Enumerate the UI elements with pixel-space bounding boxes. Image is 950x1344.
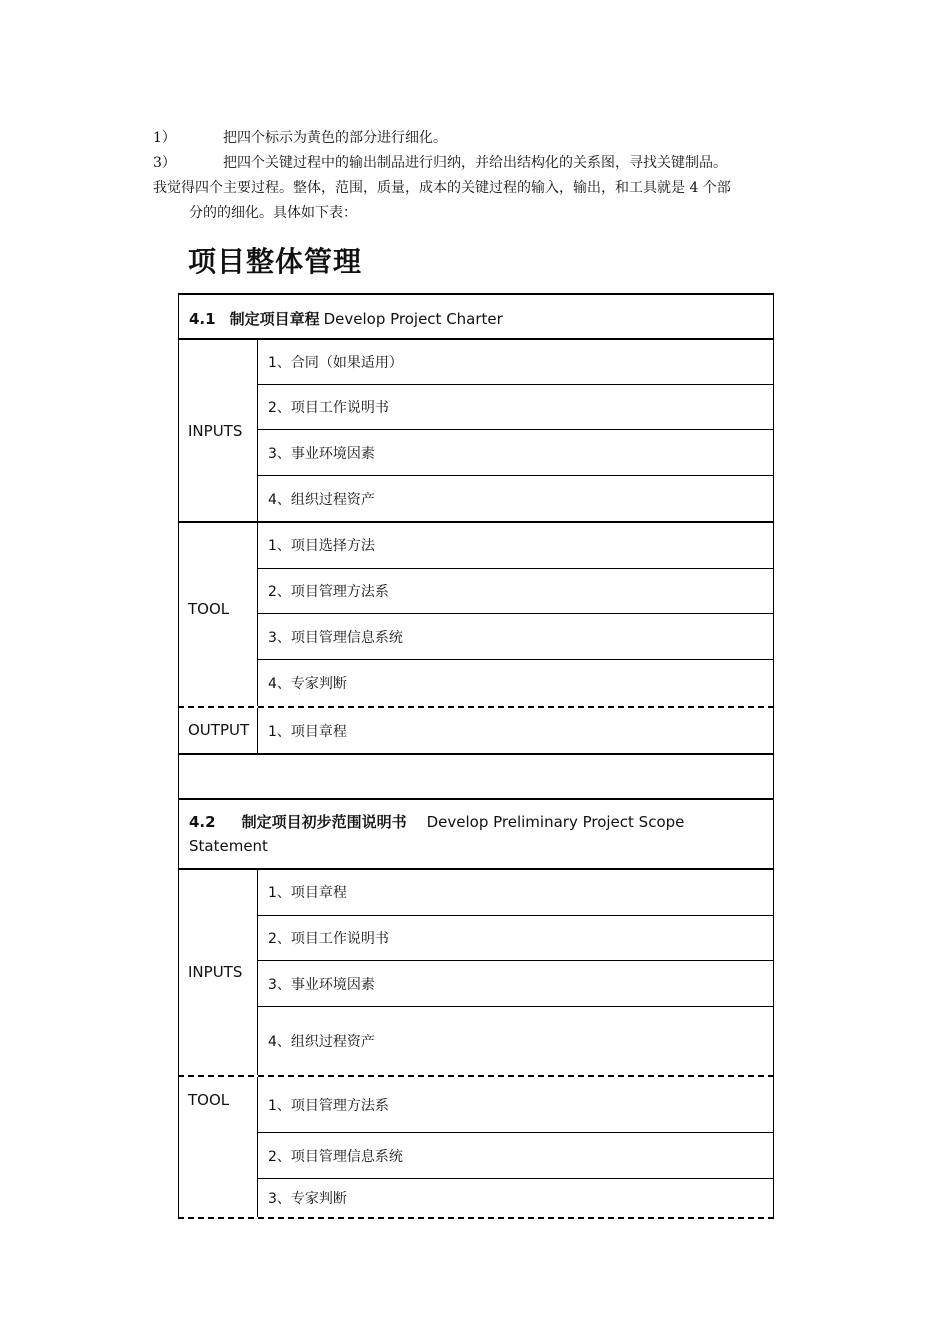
intro-line-4: 分的的细化。具体如下表： [189, 205, 357, 221]
list-text: 把四个关键过程中的输出制品进行归纳，并给出结构化的关系图，寻找关键制品。 [223, 155, 727, 171]
table1-tool-label: TOOL [178, 522, 258, 706]
table2-inputs-label: INPUTS [178, 869, 258, 1075]
table2-input-2: 2、项目工作说明书 [258, 916, 774, 961]
table1-input-1: 1、合同（如果适用） [258, 339, 774, 385]
table2-code: 4.2 [189, 813, 216, 831]
page-title: 项目整体管理 [188, 245, 363, 278]
intro-text [153, 126, 813, 226]
table1-input-3: 3、事业环境因素 [258, 430, 774, 476]
intro-line-3: 我觉得四个主要过程。整体，范围，质量，成本的关键过程的输入，输出，和工具就是 4 个部 [153, 180, 731, 196]
list-number: 1） [153, 130, 176, 146]
table1-code: 4.1 [189, 310, 216, 328]
intro-line-2 [153, 151, 813, 176]
table2-title-en: Develop Preliminary Project Scope Statement [189, 813, 685, 855]
table2-tool-label: TOOL [178, 1077, 258, 1217]
table1-inputs-label: INPUTS [178, 339, 258, 522]
intro-line-1 [153, 126, 813, 151]
table1-output-1: 1、项目章程 [258, 708, 774, 753]
spacer-row [178, 755, 774, 799]
table1-tool-3: 3、项目管理信息系统 [258, 614, 774, 660]
table2-input-3: 3、事业环境因素 [258, 961, 774, 1007]
table1-output-label: OUTPUT [178, 708, 258, 753]
table1-title-en: Develop Project Charter [323, 310, 503, 328]
table1-tool-1: 1、项目选择方法 [258, 522, 774, 569]
table2-title-cn: 制定项目初步范围说明书 [241, 813, 407, 831]
table1-title-cn: 制定项目章程 [229, 310, 320, 328]
table2-tool-1: 1、项目管理方法系 [258, 1077, 774, 1133]
table1-tool-2: 2、项目管理方法系 [258, 569, 774, 614]
table2-tool-2: 2、项目管理信息系统 [258, 1133, 774, 1179]
dashed-divider [178, 1217, 774, 1219]
list-text: 把四个标示为黄色的部分进行细化。 [223, 130, 447, 146]
table2-input-4: 4、组织过程资产 [258, 1007, 774, 1075]
table2-tool-3: 3、专家判断 [258, 1179, 774, 1217]
table2-header [178, 798, 774, 870]
table1-tool-4: 4、专家判断 [258, 660, 774, 706]
list-number: 3） [153, 155, 176, 171]
table1-header [178, 293, 774, 340]
table1-input-4: 4、组织过程资产 [258, 476, 774, 522]
table1-input-2: 2、项目工作说明书 [258, 385, 774, 430]
table2-input-1: 1、项目章程 [258, 869, 774, 916]
